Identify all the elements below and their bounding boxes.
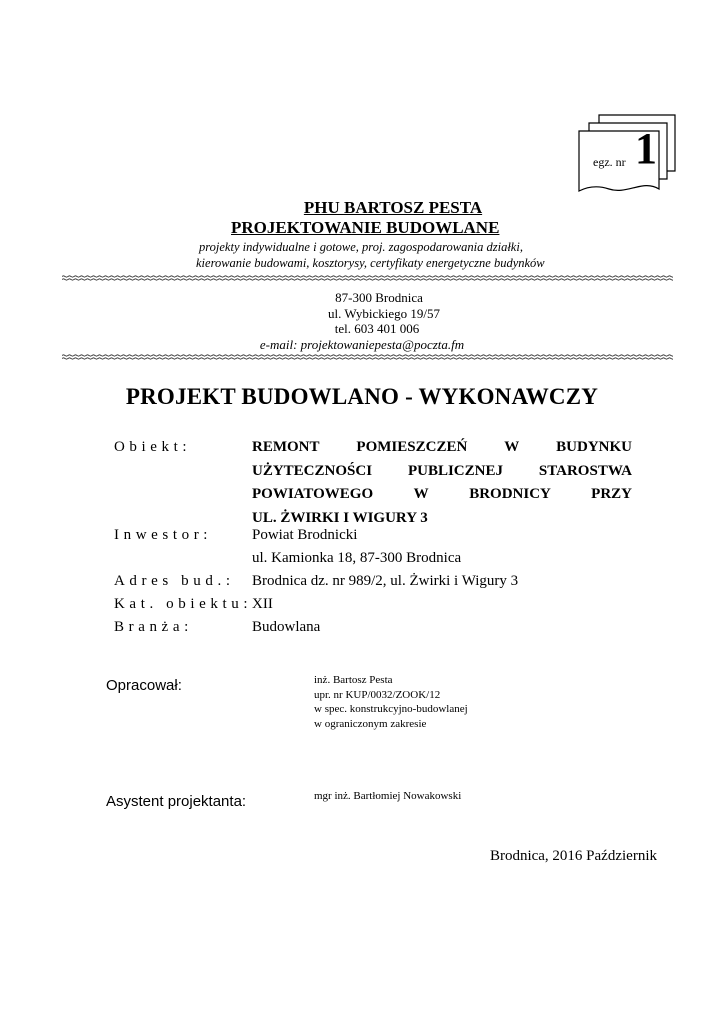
address-email: e-mail: projektowaniepesta@poczta.fm	[259, 337, 465, 352]
kat-obiektu-label: Kat. obiektu:	[114, 596, 253, 612]
designer-name: inż. Bartosz Pesta	[314, 674, 393, 686]
copy-label: egz. nr	[593, 155, 626, 169]
document-title: PROJEKT BUDOWLANO - WYKONAWCZY	[125, 384, 599, 409]
adres-label: Adres bud.:	[114, 573, 235, 589]
address-phone: tel. 603 401 006	[334, 321, 420, 336]
obiekt-line: UL. ŻWIRKI I WIGURY 3	[252, 509, 428, 526]
obiekt-line: POWIATOWEGO W BRODNICY PRZY	[252, 486, 632, 502]
obiekt-value	[252, 436, 632, 530]
address-street: ul. Wybickiego 19/57	[328, 306, 440, 321]
asystent-value: mgr inż. Bartłomiej Nowakowski	[314, 790, 462, 802]
obiekt-label: Obiekt:	[114, 439, 192, 455]
inwestor-label: Inwestor:	[114, 527, 213, 543]
adres-value: Brodnica dz. nr 989/2, ul. Żwirki i Wigury 3	[252, 573, 519, 589]
opracowal-details	[314, 673, 468, 731]
designer-specialty: w spec. konstrukcyjno-budowlanej	[314, 703, 468, 715]
kat-obiektu-value: XII	[252, 596, 273, 612]
wavy-divider-bottom	[62, 354, 673, 360]
copy-number: 1	[635, 124, 657, 173]
place-date: Brodnica, 2016 Październik	[489, 848, 657, 864]
branza-label: Branża:	[114, 619, 193, 635]
wavy-divider-top	[62, 275, 673, 281]
designer-scope: w ograniczonym zakresie	[314, 717, 427, 730]
opracowal-label: Opracował:	[106, 677, 182, 694]
obiekt-line: REMONT POMIESZCZEŃ W BUDYNKU	[252, 439, 632, 455]
company-subtitle: PROJEKTOWANIE BUDOWLANE	[231, 218, 500, 237]
company-tagline-2: kierowanie budowami, kosztorysy, certyfikaty energetyczne budynków	[196, 256, 545, 270]
company-name: PHU BARTOSZ PESTA	[303, 198, 483, 217]
designer-license: upr. nr KUP/0032/ZOOK/12	[314, 688, 441, 701]
inwestor-address: ul. Kamionka 18, 87-300 Brodnica	[252, 550, 462, 566]
asystent-label: Asystent projektanta:	[106, 793, 247, 810]
obiekt-line: UŻYTECZNOŚCI PUBLICZNEJ STAROSTWA	[252, 462, 632, 479]
copy-number-badge	[577, 113, 677, 199]
address-city: 87-300 Brodnica	[335, 290, 423, 305]
stacked-pages-icon	[577, 113, 677, 199]
company-tagline-1: projekty indywidualne i gotowe, proj. zagospodarowania działki,	[199, 240, 523, 254]
branza-value: Budowlana	[252, 619, 321, 635]
inwestor-name: Powiat Brodnicki	[252, 527, 358, 543]
